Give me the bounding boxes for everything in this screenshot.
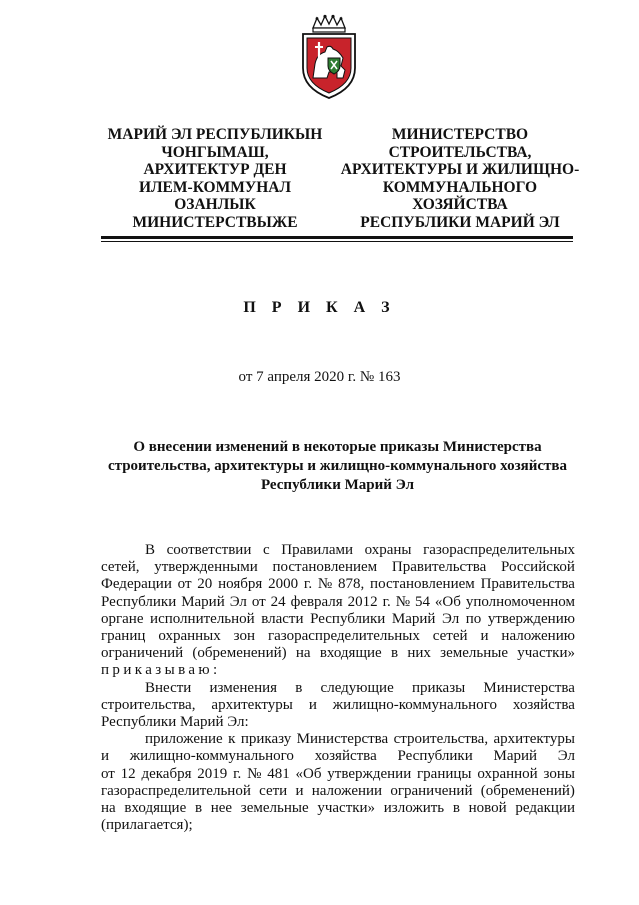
body-line xyxy=(101,783,575,800)
body-word: утверждению xyxy=(487,610,575,627)
body-word: на xyxy=(101,800,116,817)
body-line xyxy=(101,817,575,834)
body-word: 878, xyxy=(338,576,365,593)
body-word: 12 xyxy=(120,765,136,782)
body-word: г. xyxy=(303,576,313,593)
body-word: власти xyxy=(261,610,304,627)
body-word: земельные xyxy=(440,645,508,662)
header-right-line: СТРОИТЕЛЬСТВА, xyxy=(388,143,532,161)
body-word: 2019 xyxy=(197,765,228,782)
body-line xyxy=(101,628,575,645)
body-word: Федерации xyxy=(101,576,172,593)
header-left-line: АРХИТЕКТУР ДЕН xyxy=(143,161,287,178)
body-word: «Об xyxy=(295,765,322,782)
body-line xyxy=(101,731,575,748)
body-word: и xyxy=(308,696,317,713)
body-line xyxy=(101,748,575,765)
body-word: земельные xyxy=(240,800,309,817)
body-word: Российской xyxy=(501,559,575,576)
body-word: Правительства xyxy=(391,559,487,576)
body-line xyxy=(101,576,575,593)
header-right-line: АРХИТЕКТУРЫ И ЖИЛИЩНО- xyxy=(340,161,580,178)
body-word: сетей xyxy=(432,628,468,645)
body-word: следующие xyxy=(320,679,394,696)
body-word: приказываю: xyxy=(101,662,221,679)
body-line xyxy=(101,645,575,662)
header-right-line: РЕСПУБЛИКИ МАРИЙ ЭЛ xyxy=(360,213,560,231)
subject-line: строительства, архитектуры и жилищно-коммунального хозяйства xyxy=(108,458,567,474)
body-word: Внести xyxy=(145,679,192,696)
body-word: Правительства xyxy=(480,576,575,593)
body-word: Республики xyxy=(397,748,473,765)
body-word: постановлением xyxy=(370,576,475,593)
body-word: изменения xyxy=(209,679,278,696)
body-word: г. xyxy=(382,593,391,610)
body-line xyxy=(101,697,575,714)
coat-of-arms-icon xyxy=(299,14,359,100)
body-word: архитектуры xyxy=(493,731,575,748)
body-word: 2012 xyxy=(347,593,378,610)
header-right-line: КОММУНАЛЬНОГО xyxy=(382,178,538,196)
header-left-line: ИЛЕМ-КОММУНАЛ xyxy=(138,178,292,196)
body-line xyxy=(101,542,575,559)
body-word: Министерства xyxy=(296,731,389,748)
body-word: 54 xyxy=(414,593,430,610)
body-word: охранной xyxy=(477,765,538,782)
subject-line: Республики Марий Эл xyxy=(260,477,415,493)
body-word: постановлением xyxy=(272,559,378,576)
body-word: жилищно-коммунального xyxy=(332,696,497,713)
document-date-number: от 7 апреля 2020 г. № 163 xyxy=(238,369,401,385)
body-word: газораспределительных xyxy=(423,542,575,558)
header-divider-thick xyxy=(101,236,573,239)
ministry-name-russian xyxy=(340,126,580,231)
header-left-line: ОЗАНЛЫК xyxy=(174,196,256,213)
body-word: № xyxy=(395,593,411,610)
body-word: Марий xyxy=(493,748,538,765)
header-right-line: ХОЗЯЙСТВА xyxy=(412,196,508,213)
body-word: с xyxy=(262,542,270,558)
header-left-line: ЧОНГЫМАШ, xyxy=(161,143,269,161)
body-word: и xyxy=(480,628,489,645)
body-word: «Об xyxy=(434,593,461,610)
body-line xyxy=(101,800,575,817)
header-left-line: МИНИСТЕРСТВЫЖЕ xyxy=(132,213,298,231)
body-word: границы xyxy=(417,765,472,782)
body-word: редакции xyxy=(515,800,575,817)
ministry-name-mari xyxy=(100,126,330,231)
body-line xyxy=(101,766,575,783)
document-title: П Р И К А З xyxy=(243,299,396,316)
body-word: ограничений xyxy=(390,782,473,799)
body-word: Эл xyxy=(229,593,247,610)
body-word: жилищно-коммунального xyxy=(129,748,294,765)
document-subject xyxy=(100,438,575,495)
body-word: г. xyxy=(233,765,242,782)
body-word: утверждении xyxy=(327,765,412,782)
body-word: Эл xyxy=(557,748,575,765)
body-word: от xyxy=(101,765,115,782)
body-word: февраля xyxy=(290,593,343,610)
header-left-line: МАРИЙ ЭЛ РЕСПУБЛИКЫН xyxy=(107,126,323,143)
body-word: хозяйства xyxy=(314,748,377,765)
body-word: декабря xyxy=(141,765,192,782)
body-word: к xyxy=(228,731,236,748)
body-word: строительства, xyxy=(101,696,196,713)
body-line xyxy=(101,662,575,679)
header-divider-thin xyxy=(101,241,573,242)
body-word: уполномоченном xyxy=(465,593,575,610)
body-word: в xyxy=(295,679,303,696)
body-word: границ xyxy=(101,628,146,645)
body-word: по xyxy=(465,610,482,627)
body-word: (прилагается); xyxy=(101,817,193,834)
body-word: охраны xyxy=(364,542,412,558)
body-word: сети xyxy=(259,782,288,799)
body-word: газораспределительной xyxy=(101,782,251,799)
body-word: них xyxy=(407,645,431,662)
body-word: на xyxy=(295,645,311,662)
body-word: сетей, xyxy=(101,559,140,576)
body-word: (обременений) xyxy=(192,645,287,662)
body-word: № xyxy=(247,765,262,782)
body-word: и xyxy=(295,782,304,799)
document-body xyxy=(101,542,575,834)
body-line xyxy=(101,714,575,731)
body-word: изложить xyxy=(383,800,445,817)
body-word: в xyxy=(452,800,460,817)
body-word: утвержденными xyxy=(154,559,258,576)
body-word: Республики Марий Эл: xyxy=(101,714,249,731)
body-word: 2000 xyxy=(268,576,299,593)
body-word: хозяйства xyxy=(512,696,575,713)
body-word: Эл xyxy=(441,610,460,627)
body-word: наложению xyxy=(501,628,575,645)
body-word: и xyxy=(101,748,110,765)
body-word: от xyxy=(177,576,192,593)
body-line xyxy=(101,680,575,697)
body-word: участки» xyxy=(317,800,376,817)
body-word: ограничений xyxy=(101,645,184,662)
body-word: зон xyxy=(233,628,256,645)
body-word: наложении xyxy=(311,782,383,799)
body-word: приложение xyxy=(145,731,223,748)
body-word: № xyxy=(317,576,333,593)
body-line xyxy=(101,559,575,576)
body-line xyxy=(101,611,575,628)
body-word: охранных xyxy=(158,628,221,645)
body-word: новой xyxy=(468,800,507,817)
body-word: органе xyxy=(101,610,144,627)
body-word: 481 xyxy=(267,765,290,782)
body-word: Правилами xyxy=(281,542,353,558)
body-word: Республики xyxy=(101,593,177,610)
header-right-line: МИНИСТЕРСТВО xyxy=(391,126,529,143)
body-word: приказы xyxy=(411,679,466,696)
body-word: входящие xyxy=(319,645,382,662)
body-word: нее xyxy=(210,800,233,817)
body-word: газораспределительных xyxy=(267,628,420,645)
body-word: строительства, xyxy=(393,731,489,748)
body-word: Республики xyxy=(310,610,386,627)
body-word: соответствии xyxy=(166,542,252,558)
body-word: ноября xyxy=(218,576,263,593)
body-word: (обременений) xyxy=(480,782,575,799)
body-word: 24 xyxy=(270,593,286,610)
body-word: зоны xyxy=(543,765,575,782)
body-word: в xyxy=(390,645,399,662)
body-line xyxy=(101,594,575,611)
body-word: Марий xyxy=(391,610,436,627)
body-word: архитектуры xyxy=(211,696,293,713)
body-word: в xyxy=(194,800,203,817)
subject-line: О внесении изменений в некоторые приказы Министерства xyxy=(133,439,542,455)
body-word: Министерства xyxy=(483,679,575,696)
body-word: входящие xyxy=(124,800,187,817)
body-word: участки» xyxy=(517,645,575,662)
body-word: 20 xyxy=(197,576,213,593)
body-word: Марий xyxy=(181,593,225,610)
body-word: В xyxy=(145,542,156,558)
body-word: исполнительной xyxy=(150,610,255,627)
body-word: от xyxy=(251,593,266,610)
body-word: приказу xyxy=(240,731,292,748)
